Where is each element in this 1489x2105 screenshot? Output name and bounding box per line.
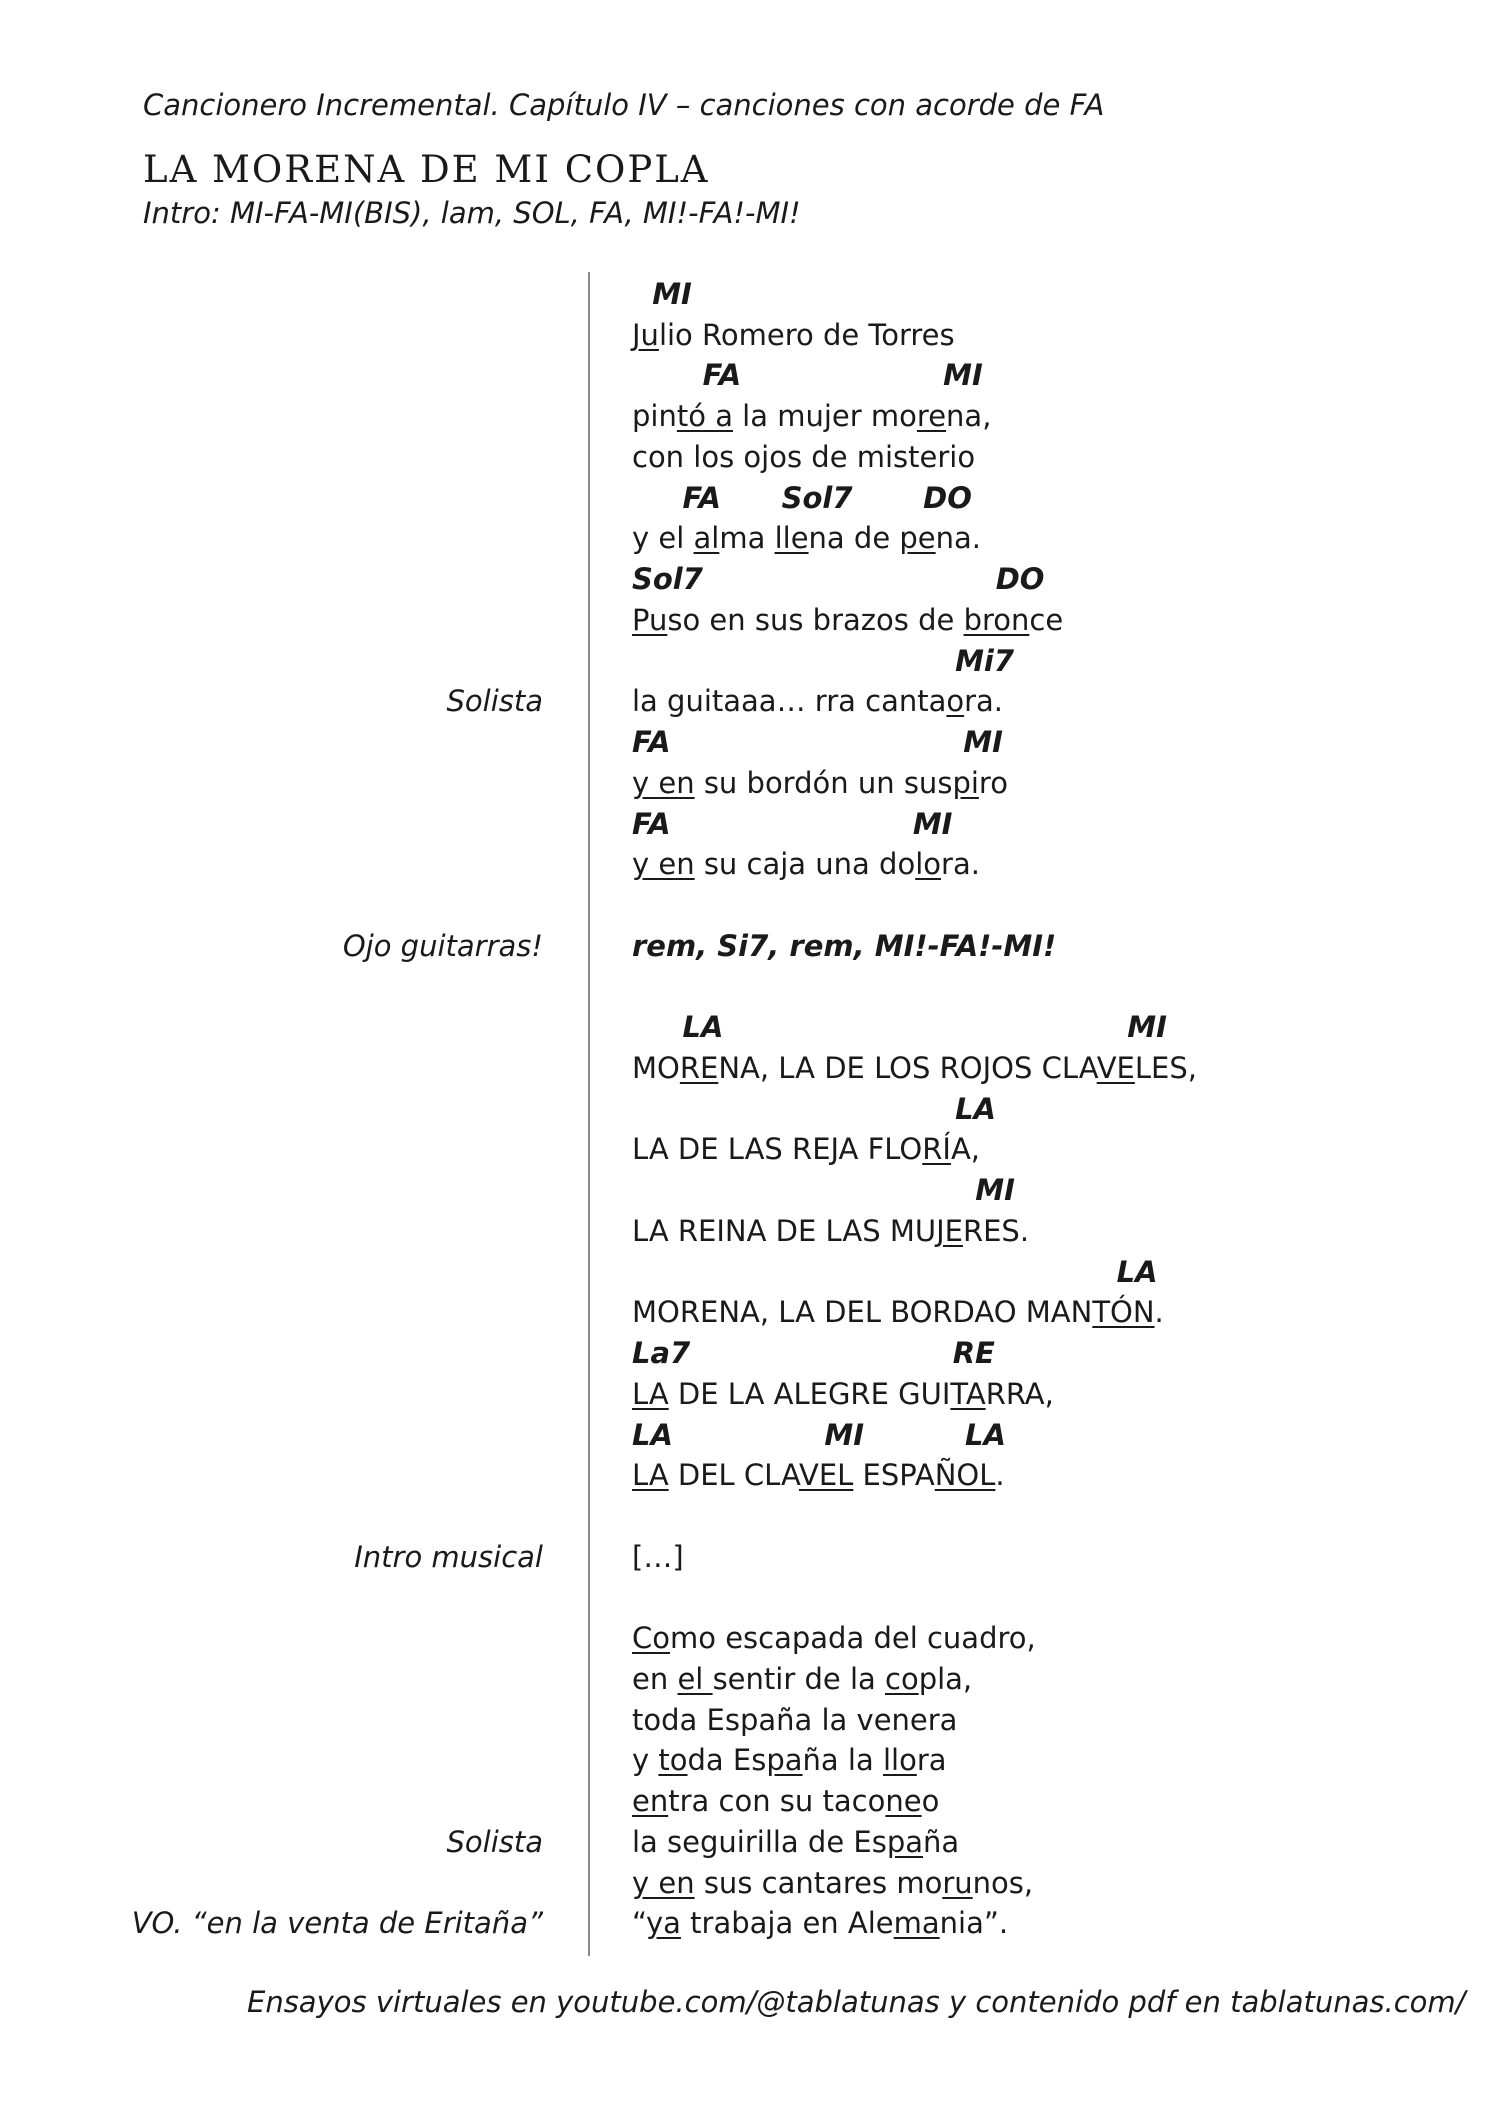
- line-text: toda España la venera: [632, 1703, 958, 1737]
- stressed-syllable: to: [658, 1743, 688, 1777]
- lyric-line: [632, 1374, 1054, 1414]
- chord-line: [632, 1415, 1006, 1455]
- lyric-line: [632, 1537, 684, 1577]
- stressed-syllable: re: [916, 399, 947, 433]
- line-text: y el: [632, 521, 694, 555]
- line-text: sentir de la: [712, 1662, 885, 1696]
- line-text: ro: [978, 766, 1008, 800]
- line-text: LA MI LA: [632, 1418, 1006, 1452]
- lyric-line: [632, 396, 991, 436]
- stressed-syllable: LA: [632, 1377, 669, 1411]
- line-text: ESPA: [853, 1458, 935, 1492]
- line-text: nos,: [972, 1866, 1034, 1900]
- stressed-syllable: lo: [915, 847, 942, 881]
- stressed-syllable: llo: [882, 1743, 917, 1777]
- line-text: LA: [632, 1092, 997, 1126]
- line-text: na.: [935, 521, 982, 555]
- lyric-line: [632, 1700, 957, 1740]
- line-text: nia”.: [939, 1906, 1009, 1940]
- lyric-line: [632, 1863, 1033, 1903]
- stressed-syllable: lle: [774, 521, 809, 555]
- line-text: LA DE LAS REJA FLO: [632, 1132, 923, 1166]
- line-text: RES.: [962, 1214, 1030, 1248]
- stressed-syllable: ya: [646, 1906, 681, 1940]
- chord-line: [632, 478, 972, 518]
- chord-line: [632, 641, 1014, 681]
- line-text: o: [921, 1784, 940, 1818]
- stressed-syllable: pa: [766, 1743, 803, 1777]
- lyric-line: [632, 1903, 1008, 1943]
- line-text: su caja una do: [694, 847, 916, 881]
- line-text: RRA,: [985, 1377, 1054, 1411]
- side-note-ojo-guitarras: Ojo guitarras!: [342, 929, 543, 963]
- line-text: ce: [1029, 603, 1064, 637]
- line-text: .: [1154, 1295, 1164, 1329]
- page-header: Cancionero Incremental. Capítulo IV – canciones con acorde de FA: [143, 88, 1105, 122]
- stressed-syllable: al: [693, 521, 720, 555]
- line-text: sus cantares mo: [694, 1866, 943, 1900]
- line-text: Mi7: [632, 644, 1015, 678]
- chord-line: [632, 1089, 996, 1129]
- stressed-syllable: pa: [886, 1825, 924, 1859]
- line-text: DE LA ALEGRE GUI: [668, 1377, 951, 1411]
- line-text: ña: [923, 1825, 960, 1859]
- line-text: FA Sol7 DO: [632, 481, 972, 515]
- stressed-syllable: Co: [632, 1621, 670, 1655]
- stressed-syllable: TA: [950, 1377, 986, 1411]
- lyric-line: [632, 1618, 1036, 1658]
- line-text: NA, LA DE LOS ROJOS CLA: [718, 1051, 1097, 1085]
- line-text: en: [632, 1662, 678, 1696]
- line-text: rem, Si7, rem, MI!-FA!-MI!: [632, 929, 1057, 963]
- song-intro: Intro: MI-FA-MI(BIS), lam, SOL, FA, MI!-FA!-MI!: [143, 196, 801, 230]
- line-text: la mujer mo: [732, 399, 917, 433]
- chord-line: [632, 926, 1056, 966]
- stressed-syllable: o: [946, 684, 965, 718]
- stressed-syllable: bron: [963, 603, 1030, 637]
- line-text: ra: [916, 1743, 947, 1777]
- chord-line: [632, 1252, 1158, 1292]
- line-text: MI: [632, 1173, 1015, 1207]
- line-text: […]: [632, 1540, 684, 1574]
- line-text: MO: [632, 1051, 680, 1085]
- line-text: su bordón un sus: [694, 766, 953, 800]
- stressed-syllable: pi: [952, 766, 979, 800]
- stressed-syllable: ÑOL: [934, 1458, 996, 1492]
- line-text: MI: [632, 277, 692, 311]
- line-text: ña la: [802, 1743, 883, 1777]
- stressed-syllable: y en: [632, 847, 695, 881]
- side-note-vo: VO. “en la venta de Eritaña”: [131, 1906, 543, 1940]
- line-text: la seguirilla de Es: [632, 1825, 887, 1859]
- lyric-line: [632, 518, 981, 558]
- stressed-syllable: Ju: [632, 318, 659, 352]
- lyric-line: [632, 600, 1063, 640]
- line-text: y: [632, 1743, 659, 1777]
- stressed-syllable: LA: [632, 1458, 669, 1492]
- stressed-syllable: ne: [885, 1784, 922, 1818]
- lyric-line: [632, 1292, 1164, 1332]
- chord-line: [632, 1007, 1167, 1047]
- line-text: .: [995, 1458, 1005, 1492]
- line-text: na de: [808, 521, 900, 555]
- chord-line: [632, 559, 1044, 599]
- lyric-line: [632, 844, 980, 884]
- chord-line: [632, 1333, 995, 1373]
- lyric-line: [632, 1211, 1029, 1251]
- stressed-syllable: TÓN: [1092, 1295, 1155, 1329]
- stressed-syllable: VEL: [798, 1458, 854, 1492]
- stressed-syllable: ma: [893, 1906, 940, 1940]
- line-text: LES,: [1134, 1051, 1197, 1085]
- side-note-solista-1: Solista: [446, 684, 543, 718]
- lyric-line: [632, 315, 955, 355]
- side-note-solista-2: Solista: [446, 1825, 543, 1859]
- lyric-line: [632, 1129, 980, 1169]
- stressed-syllable: ru: [942, 1866, 973, 1900]
- line-text: pla,: [918, 1662, 973, 1696]
- line-text: LA: [632, 1255, 1158, 1289]
- line-text: ra.: [941, 847, 980, 881]
- column-divider: [588, 272, 590, 1956]
- lyric-line: [632, 437, 975, 477]
- chord-line: [632, 722, 1003, 762]
- line-text: “: [632, 1906, 646, 1940]
- song-title: LA MORENA DE MI COPLA: [143, 148, 710, 191]
- line-text: A,: [950, 1132, 981, 1166]
- page-footer: Ensayos virtuales en youtube.com/@tablatunas y contenido pdf en tablatunas.com/: [247, 1985, 1466, 2019]
- line-text: pin: [632, 399, 677, 433]
- stressed-syllable: RÍ: [922, 1132, 951, 1166]
- line-text: trabaja en Ale: [680, 1906, 894, 1940]
- stressed-syllable: RE: [679, 1051, 719, 1085]
- chord-line: [632, 274, 692, 314]
- lyric-line: [632, 1455, 1005, 1495]
- line-text: lio Romero de Torres: [658, 318, 955, 352]
- line-text: DEL CLA: [668, 1458, 799, 1492]
- stressed-syllable: y en: [632, 766, 695, 800]
- line-text: LA MI: [632, 1010, 1167, 1044]
- line-text: La7 RE: [632, 1336, 995, 1370]
- chord-line: [632, 804, 952, 844]
- line-text: ra.: [964, 684, 1004, 718]
- line-text: MORENA, LA DEL BORDAO MAN: [632, 1295, 1093, 1329]
- lyric-line: [632, 1659, 972, 1699]
- line-text: FA MI: [632, 807, 953, 841]
- lyric-line: [632, 1781, 939, 1821]
- lyric-line: [632, 1740, 947, 1780]
- line-text: tra con su taco: [668, 1784, 886, 1818]
- stressed-syllable: pe: [899, 521, 936, 555]
- lyric-line: [632, 681, 1003, 721]
- stressed-syllable: el: [677, 1662, 713, 1696]
- line-text: mo escapada del cuadro,: [670, 1621, 1036, 1655]
- line-text: Sol7 DO: [632, 562, 1045, 596]
- line-text: na,: [946, 399, 992, 433]
- stressed-syllable: en: [632, 1784, 669, 1818]
- chord-line: [632, 355, 983, 395]
- stressed-syllable: JE: [936, 1214, 963, 1248]
- stressed-syllable: co: [885, 1662, 919, 1696]
- line-text: la guitaaa… rra canta: [632, 684, 947, 718]
- lyric-line: [632, 763, 1008, 803]
- side-note-intro-musical: Intro musical: [354, 1540, 543, 1574]
- line-text: LA REINA DE LAS MU: [632, 1214, 937, 1248]
- stressed-syllable: VE: [1096, 1051, 1135, 1085]
- stressed-syllable: tó a: [676, 399, 733, 433]
- line-text: FA MI: [632, 725, 1003, 759]
- stressed-syllable: Pu: [632, 603, 668, 637]
- chord-line: [632, 1170, 1015, 1210]
- line-text: con los ojos de misterio: [632, 440, 976, 474]
- lyric-line: [632, 1822, 959, 1862]
- lyric-line: [632, 1048, 1197, 1088]
- stressed-syllable: y en: [632, 1866, 695, 1900]
- line-text: so en sus brazos de: [667, 603, 964, 637]
- line-text: FA MI: [632, 358, 983, 392]
- line-text: ma: [719, 521, 775, 555]
- line-text: da Es: [687, 1743, 767, 1777]
